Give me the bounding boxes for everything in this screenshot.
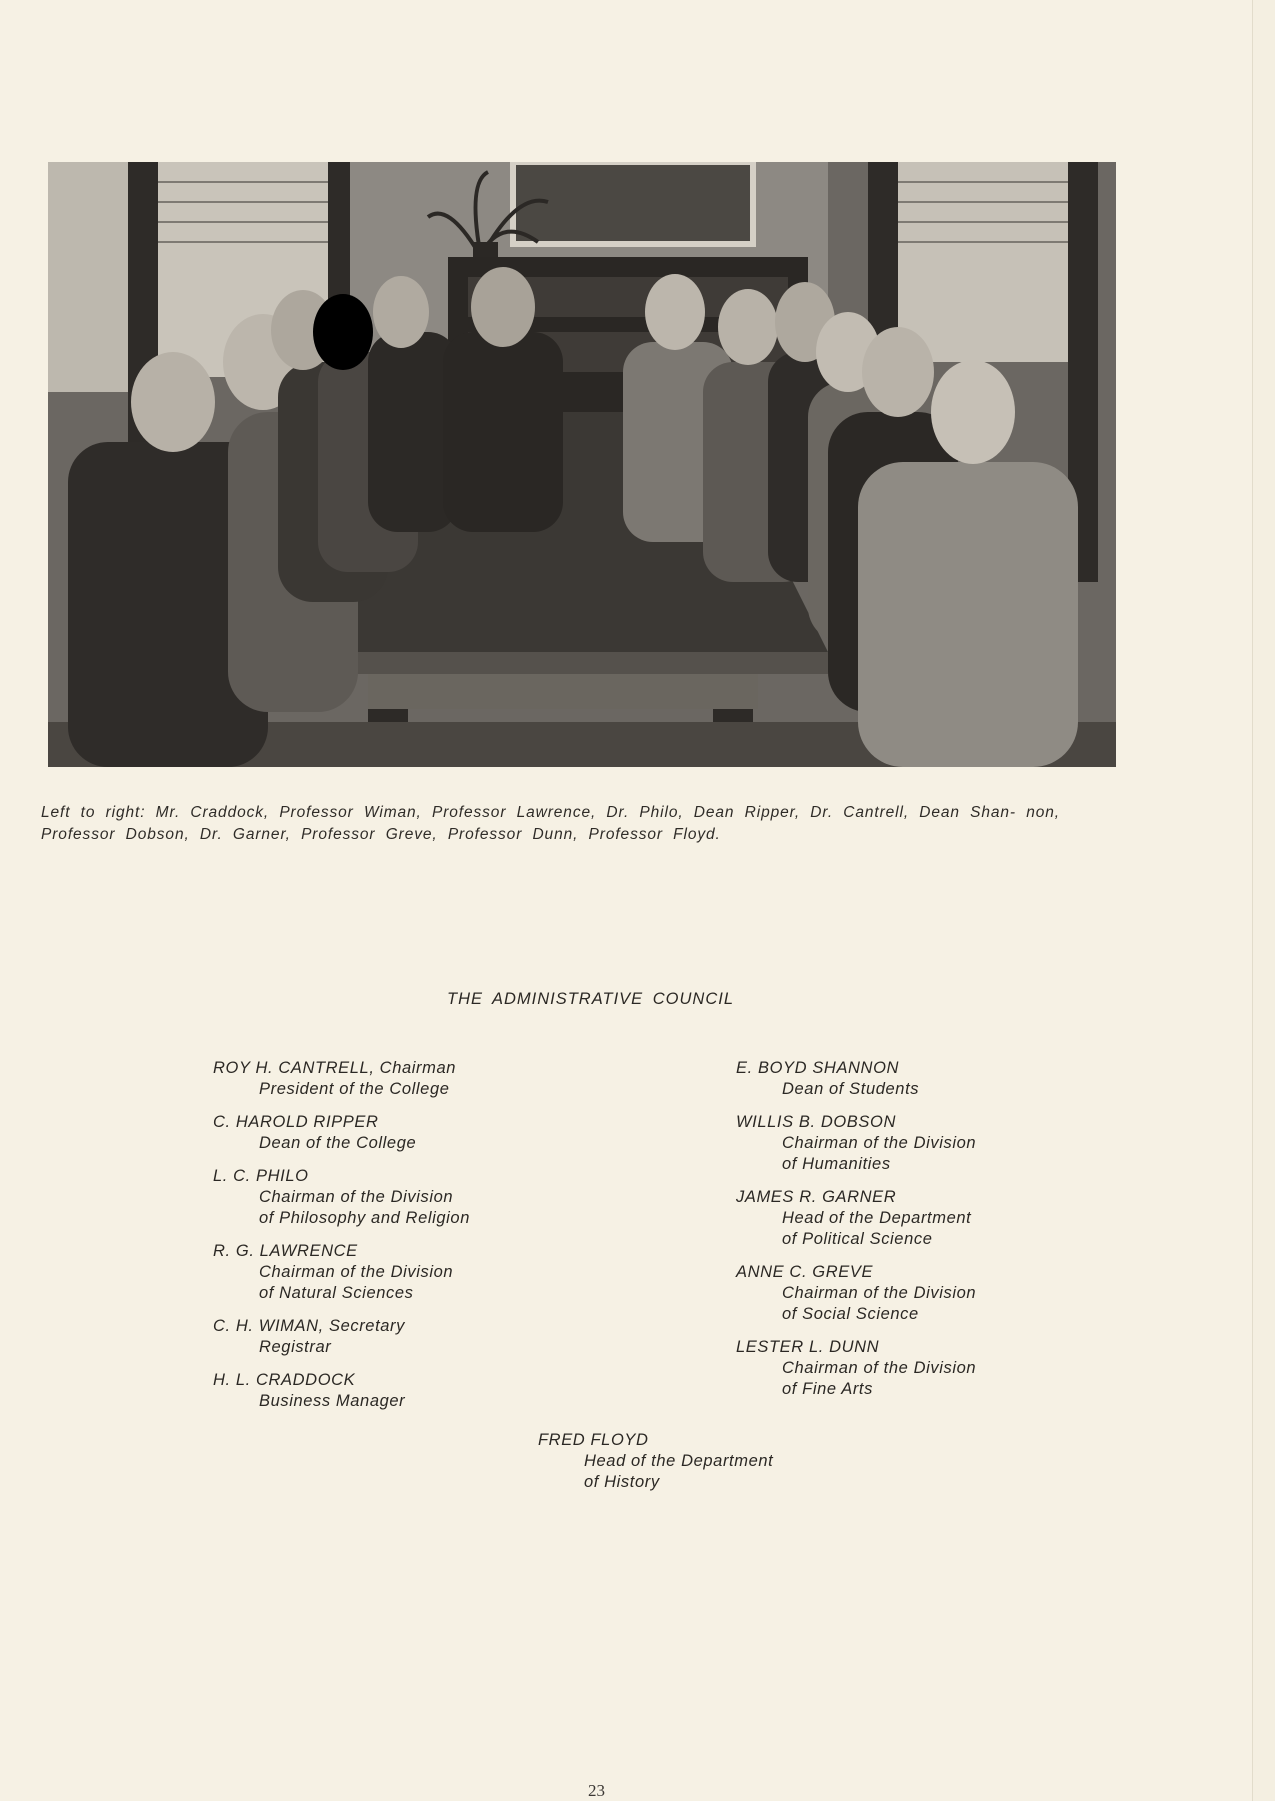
- member-name: ANNE C. GREVE: [736, 1263, 874, 1281]
- council-member: [213, 1058, 470, 1100]
- member-role: Chairman of the Division: [259, 1188, 454, 1206]
- member-role: President of the College: [259, 1080, 450, 1098]
- member-role: Dean of Students: [782, 1080, 920, 1098]
- council-center-member: [538, 1430, 773, 1505]
- member-name: JAMES R. GARNER: [736, 1188, 897, 1206]
- member-role: Chairman of the Division: [782, 1284, 977, 1302]
- council-member: [736, 1187, 976, 1250]
- council-right-column: [736, 1058, 976, 1412]
- council-member: [213, 1370, 470, 1412]
- council-member: [213, 1316, 470, 1358]
- photo-illustration: [48, 162, 1116, 767]
- member-name: C. HAROLD RIPPER: [213, 1113, 379, 1131]
- member-name: ROY H. CANTRELL, Chairman: [213, 1059, 457, 1077]
- member-name: LESTER L. DUNN: [736, 1338, 880, 1356]
- council-left-column: [213, 1058, 470, 1424]
- member-role: Head of the Department: [584, 1452, 774, 1470]
- council-member: [213, 1112, 470, 1154]
- member-role: Registrar: [259, 1338, 332, 1356]
- council-member: [213, 1166, 470, 1229]
- photo-caption: Left to right: Mr. Craddock, Professor Wiman, Professor Lawrence, Dr. Philo, Dean Ripper, Dr. Cantrell, Dean Shan- non, Professor Dobson, Dr. Garner, Professor Greve, Professor Dunn, Professor Floyd.: [41, 804, 1060, 843]
- member-role: Chairman of the Division: [259, 1263, 454, 1281]
- member-role: of Fine Arts: [782, 1380, 873, 1398]
- council-member: [736, 1058, 976, 1100]
- member-name: WILLIS B. DOBSON: [736, 1113, 896, 1131]
- member-name: L. C. PHILO: [213, 1167, 309, 1185]
- member-name: C. H. WIMAN, Secretary: [213, 1317, 405, 1335]
- member-role: Head of the Department: [782, 1209, 972, 1227]
- council-member: [736, 1112, 976, 1175]
- council-member: [538, 1430, 773, 1493]
- member-role: of Political Science: [782, 1230, 933, 1248]
- member-role: of Humanities: [782, 1155, 891, 1173]
- member-role: of Philosophy and Religion: [259, 1209, 470, 1227]
- member-name: H. L. CRADDOCK: [213, 1371, 356, 1389]
- member-role: of Natural Sciences: [259, 1284, 414, 1302]
- member-role: Chairman of the Division: [782, 1134, 977, 1152]
- page-number: 23: [588, 1781, 605, 1800]
- council-group-photo: [48, 162, 1116, 767]
- council-member: [736, 1262, 976, 1325]
- member-role: of Social Science: [782, 1305, 919, 1323]
- member-name: E. BOYD SHANNON: [736, 1059, 900, 1077]
- member-role: Business Manager: [259, 1392, 406, 1410]
- member-role: Dean of the College: [259, 1134, 417, 1152]
- council-member: [736, 1337, 976, 1400]
- member-name: R. G. LAWRENCE: [213, 1242, 358, 1260]
- member-role: of History: [584, 1473, 660, 1491]
- member-name: FRED FLOYD: [538, 1431, 649, 1449]
- council-member: [213, 1241, 470, 1304]
- member-role: Chairman of the Division: [782, 1359, 977, 1377]
- council-heading: THE ADMINISTRATIVE COUNCIL: [447, 990, 735, 1008]
